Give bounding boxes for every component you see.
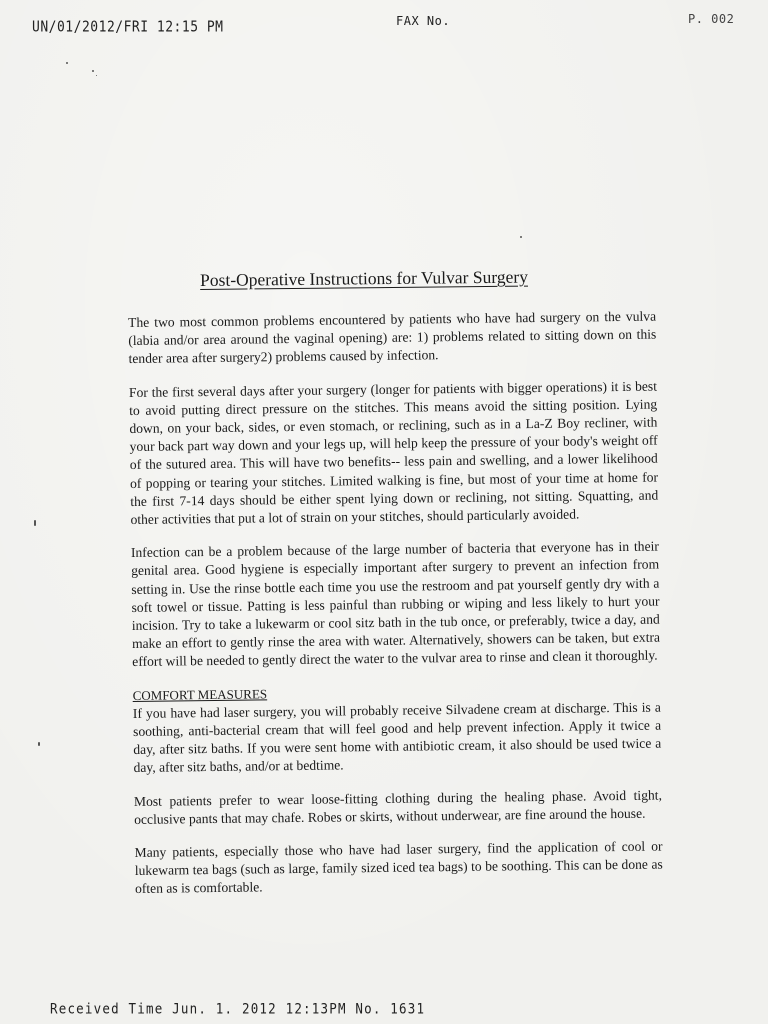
scan-speck — [520, 236, 522, 238]
paragraph-sitting: For the first several days after your surgery (longer for patients with bigger operations) it is best to avoid putting direct pressure on the stitches. This means avoid the sitting position. Lying down, on your back, sides, or even stomach, or reclining, such as in a La-Z Boy recliner, with your back part way down and your legs up, will help keep the pressure of your body's weight off of the sutured area. This will have two benefits-- less pain and swelling, and a lower likelihood of popping or tearing your stitches. Limited walking is fine, but most of your time at home for the first 7-14 days should be either spent lying down or reclining, not sitting. Squatting, and other activities that put a lot of strain on your stitches, should particularly avoided. — [128, 378, 659, 528]
scan-speck — [34, 520, 36, 526]
paragraph-tea-bags: Many patients, especially those who have had laser surgery, find the application of cool or lukewarm tea bags (such as large, family sized iced tea bags) to be soothing. This can be done as often as is comfortable. — [134, 838, 663, 897]
paragraph-cream: If you have had laser surgery, you will probably receive Silvadene cream at discharge. This is a soothing, anti-bacterial cream that will feel good and help prevent infection. Apply it twice a day, after sitz baths. If you were sent home with antibiotic cream, it also should be used twice a day, after sitz baths, and/or at bedtime. — [132, 699, 662, 776]
paragraph-clothing: Most patients prefer to wear loose-fitting clothing during the healing phase. Avoid tight, occlusive pants that may chafe. Robes or skirts, without underwear, are fine around the house. — [133, 787, 663, 827]
scan-speck — [96, 75, 97, 76]
section-heading-comfort: COMFORT MEASURES — [132, 685, 268, 703]
fax-page-number: P. 002 — [688, 12, 735, 26]
document-body — [128, 308, 663, 914]
scan-speck — [66, 62, 68, 64]
paragraph-intro: The two most common problems encountered by patients who have had surgery on the vulva (labia and/or area around the vaginal opening) are: 1) problems related to sitting down on this tender area after surgery2) problems caused by infection. — [128, 308, 657, 367]
fax-number-label: FAX No. — [396, 14, 451, 28]
scan-speck — [38, 742, 40, 746]
fax-received-time: Received Time Jun. 1. 2012 12:13PM No. 1631 — [50, 1000, 426, 1017]
document-title: Post-Operative Instructions for Vulvar Surgery — [200, 266, 529, 290]
paragraph-infection: Infection can be a problem because of the large number of bacteria that everyone has in their genital area. Good hygiene is especially important after surgery to prevent an infection from setting in. Use the rinse bottle each time you use the restroom and pat yourself gently dry with a soft towel or tissue. Patting is less painful than rubbing or wiping and less likely to hurt your incision. Try to take a lukewarm or cool sitz bath in the tub once, or preferably, twice a day, and make an effort to gently rinse the area with water. Alternatively, showers can be taken, but extra effort will be needed to gently direct the water to the vulvar area to rinse and clean it thoroughly. — [130, 538, 661, 670]
fax-timestamp: UN/01/2012/FRI 12:15 PM — [32, 18, 224, 37]
scan-speck — [92, 70, 94, 72]
